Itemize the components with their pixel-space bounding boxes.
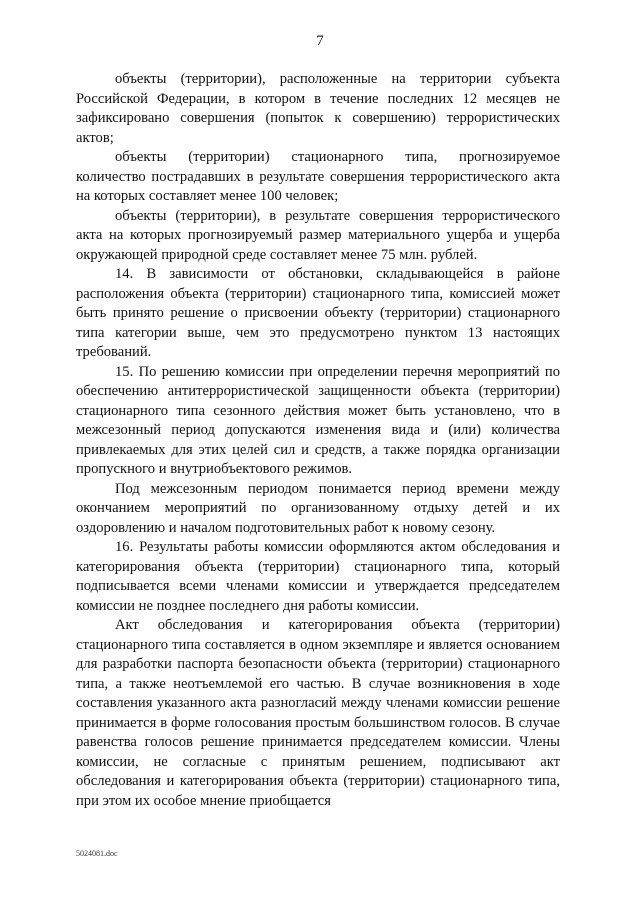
page-number: 7 — [316, 33, 324, 49]
paragraph-item-14: 14. В зависимости от обстановки, складывающейся в районе расположения объекта (территории) стационарного типа, комиссией может быть принято решение о присвоении объекту (территории) стационарного типа категории выше, чем это предусмотрено пунктом 13 настоящих требований. — [76, 266, 560, 360]
paragraph-item-15: 15. По решению комиссии при определении перечня мероприятий по обеспечению антитеррористической защищенности объекта (территории) стационарного типа сезонного действия может быть установлено, что в межсезонный период допускаются изменения вида и (или) количества привлекаемых для этих целей сил и средств, а также порядка организации пропускного и внутриобъектового режимов. — [76, 363, 560, 477]
file-name-footer: 5024081.doc — [76, 849, 118, 858]
paragraph-off-season-definition: Под межсезонным периодом понимается период времени между окончанием мероприятий по организованному отдыху детей и их оздоровлению и началом подготовительных работ к новому сезону. — [76, 480, 560, 536]
paragraph-item-16: 16. Результаты работы комиссии оформляются актом обследования и категорирования объекта (территории) стационарного типа, который подписывается всеми членами комиссии и утверждается председателем комиссии не позднее последнего дня работы комиссии. — [76, 539, 560, 614]
paragraph-objects-casualties: объекты (территории) стационарного типа, прогнозируемое количество пострадавших в результате совершения террористического акта на которых составляет менее 100 человек; — [76, 149, 560, 204]
paragraph-objects-damage: объекты (территории), в результате совершения террористического акта на которых прогнозируемый размер материального ущерба и ущерба окружающей природной среде составляет менее 75 млн. рублей. — [76, 207, 560, 263]
paragraph-inspection-act: Акт обследования и категорирования объекта (территории) стационарного типа составляется в одном экземпляре и является основанием для разработки паспорта безопасности объекта (территории) стационарного типа, а также неотъемлемой его частью. В случае возникновения в ходе составления указанного акта разногласий между членами комиссии решение принимается в форме голосования простым большинством голосов. В случае равенства голосов решение принимается председателем комиссии. Члены комиссии, не согласные с принятым решением, подписывают акт обследования и категорирования объекта (территории) стационарного типа, при этом их особое мнение приобщается — [76, 617, 560, 809]
document-body — [76, 70, 560, 811]
paragraph-objects-no-attacks: объекты (территории), расположенные на территории субъекта Российской Федерации, в котором в течение последних 12 месяцев не зафиксировано совершения (попыток к совершению) террористических актов; — [76, 71, 560, 146]
